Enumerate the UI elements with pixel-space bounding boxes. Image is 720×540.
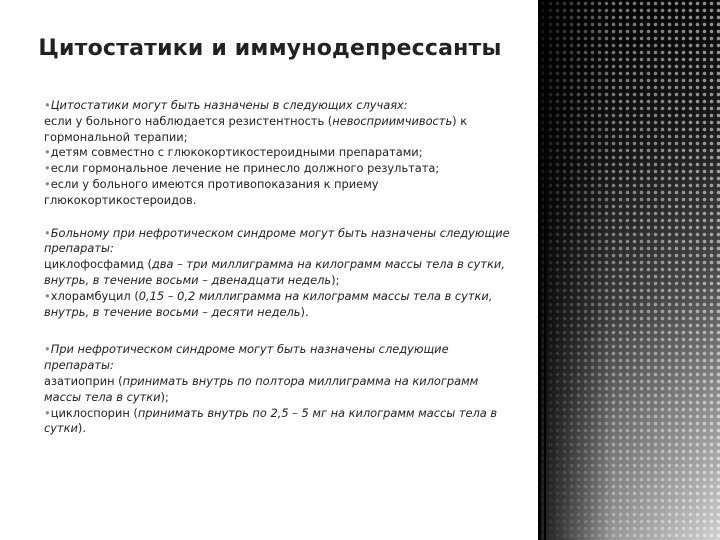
block1-item3: •если гормональное лечение не принесло должного результата;	[44, 161, 440, 176]
divider-line	[538, 0, 541, 540]
block3-drug1: азатиоприн (принимать внутрь по полтора миллиграмма на килограмм массы тела в сутки);	[44, 373, 479, 404]
block1-item2: •детям совместно с глюкокортикостероидными препаратами;	[44, 145, 423, 160]
block2-drug2: •хлорамбуцил (0,15 – 0,2 миллиграмма на килограмм массы тела в сутки, внутрь, в течение восьми – десяти недель).	[44, 288, 493, 319]
spacer	[44, 209, 514, 226]
slide-body	[44, 98, 514, 437]
block1-item1: если у больного наблюдается резистентность (невосприимчивость) к гормональной терапии;	[44, 113, 468, 144]
block1-heading: •Цитостатики могут быть назначены в следующих случаях:	[44, 98, 408, 112]
block3-drug2: •циклоспорин (принимать внутрь по 2,5 – 5 мг на килограмм массы тела в сутки).	[44, 405, 498, 436]
divider-line-2	[544, 0, 546, 540]
spacer	[44, 320, 514, 342]
block3-heading: •При нефротическом синдроме могут быть назначены следующие препараты:	[44, 342, 449, 373]
block2-drug1: циклофосфамид (два – три миллиграмма на килограмм массы тела в сутки, внутрь, в течение восьми – двенадцати недель);	[44, 257, 505, 287]
slide-title: Цитостатики и иммунодепрессанты	[38, 36, 502, 61]
bullet: •	[44, 98, 51, 112]
decorative-shade	[540, 0, 720, 540]
block2-heading: •Больному при нефротическом синдроме могут быть назначены следующие препараты:	[44, 225, 510, 256]
block1-item4: •если у больного имеются противопоказания к приему глюкокортикостероидов.	[44, 176, 379, 207]
